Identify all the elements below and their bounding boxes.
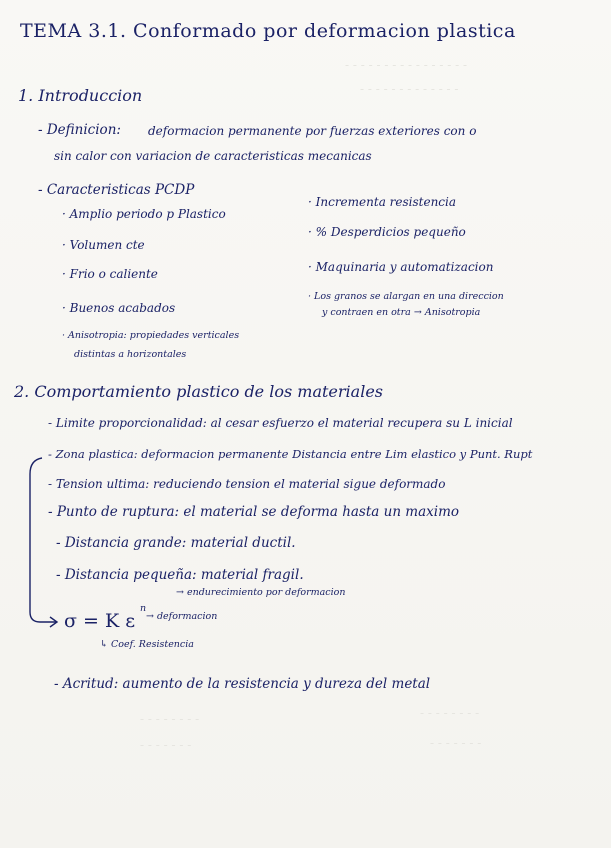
acritud-line: - Acritud: aumento de la resistencia y dureza del metal xyxy=(54,676,431,692)
k-note: ↳ Coef. Resistencia xyxy=(100,639,194,650)
section-1-heading: 1. Introduccion xyxy=(18,86,143,105)
feature-left: · Frio o caliente xyxy=(62,267,158,281)
behaviour-item: - Punto de ruptura: el material se deforma hasta un maximo xyxy=(48,504,460,520)
page-title: TEMA 3.1. Conformado por deformacion plastica xyxy=(20,20,516,42)
feature-right: · Los granos se alargan en una direccion xyxy=(308,291,504,302)
flow-stress-formula: σ = K ε xyxy=(64,610,136,632)
epsilon-note: → deformacion xyxy=(146,611,218,622)
feature-right: y contraen en otra → Anisotropia xyxy=(322,307,481,318)
definition-line-2: sin calor con variacion de caracteristicas mecanicas xyxy=(54,149,372,163)
feature-left: · Buenos acabados xyxy=(62,301,176,315)
formula-exponent: n xyxy=(140,603,147,614)
feature-right: · % Desperdicios pequeño xyxy=(308,225,466,239)
show-through-text: - - - - - - - - xyxy=(420,706,480,720)
behaviour-item: - Zona plastica: deformacion permanente Distancia entre Lim elastico y Punt. Rupt xyxy=(48,447,533,461)
definition-label: - Definicion: xyxy=(38,122,121,138)
show-through-text: - - - - - - - xyxy=(140,738,192,752)
behaviour-item: - Distancia grande: material ductil. xyxy=(56,535,296,551)
definition-line-1: deformacion permanente por fuerzas exteriores con o xyxy=(148,124,477,138)
feature-left: distintas a horizontales xyxy=(74,349,187,360)
feature-left: · Volumen cte xyxy=(62,238,145,252)
behaviour-item: - Tension ultima: reduciendo tension el material sigue deformado xyxy=(48,477,446,491)
show-through-text: - - - - - - - - - - - - - - - - xyxy=(345,58,468,72)
feature-right: · Maquinaria y automatizacion xyxy=(308,260,494,274)
feature-right: · Incrementa resistencia xyxy=(308,195,457,209)
behaviour-item: - Limite proporcionalidad: al cesar esfuerzo el material recupera su L inicial xyxy=(48,416,513,430)
features-label: - Caracteristicas PCDP xyxy=(38,182,195,198)
section-2-heading: 2. Comportamiento plastico de los materiales xyxy=(14,382,383,401)
feature-left: · Anisotropia: propiedades verticales xyxy=(62,330,240,341)
show-through-text: - - - - - - - xyxy=(430,736,482,750)
show-through-text: - - - - - - - - xyxy=(140,712,200,726)
feature-left: · Amplio periodo p Plastico xyxy=(62,207,226,221)
behaviour-item: - Distancia pequeña: material fragil. xyxy=(56,567,304,583)
exponent-note: → endurecimiento por deformacion xyxy=(176,587,346,598)
show-through-text: - - - - - - - - - - - - - xyxy=(360,82,459,96)
